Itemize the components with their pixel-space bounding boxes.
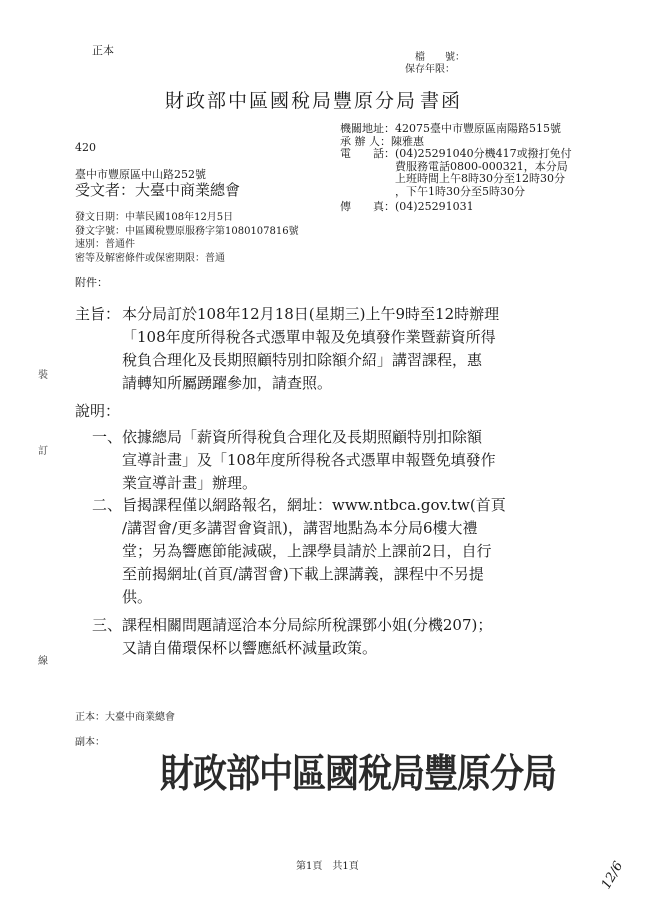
subject-body: [122, 303, 499, 395]
original-recipient-row: [75, 708, 175, 723]
agency-title: 財政部中區國稅局豐原分局: [165, 90, 418, 112]
agency-address: 42075臺中市豐原區南陽路515號: [395, 122, 561, 135]
explanation-item-3: [122, 614, 492, 660]
date-label: 發文日期：: [75, 212, 125, 223]
original-label: 正本：: [75, 712, 105, 723]
phone-line: (04)25291040分機417或撥打免付: [395, 147, 572, 160]
page-number: 第1頁 共1頁: [296, 861, 359, 872]
security-label: 密等及解密條件或保密期限：: [75, 252, 205, 264]
binding-mark: 線: [38, 656, 48, 667]
handwritten-note: 12/6: [598, 859, 627, 892]
explanation-item-2: [122, 494, 506, 609]
explanation-line: 依據總局「薪資所得稅負合理化及長期照顧特別扣除額: [122, 428, 483, 446]
copy-label: 副本：: [75, 737, 105, 748]
explanation-line: 堂；另為響應節能減碳，上課學員請於上課前2日，自行: [122, 542, 492, 560]
explanation-line: 又請自備環保杯以響應紙杯減量政策。: [122, 639, 378, 657]
address-label: 機關地址：: [340, 122, 395, 135]
file-number-label: 檔 號：: [415, 52, 465, 63]
phone-line: 上班時間上午8時30分至12時30分: [395, 172, 565, 185]
recipient-address: 臺中市豐原區中山路252號: [75, 168, 206, 181]
number-label: 發文字號：: [75, 225, 125, 237]
subject-line: 請轉知所屬踴躍參加，請查照。: [122, 374, 333, 392]
postal-code: 420: [75, 141, 96, 154]
handler-name: 陳雅惠: [391, 134, 424, 148]
phone-line: 費服務電話0800-000321，本分局: [395, 159, 568, 173]
fax-label: 傳 真：: [340, 200, 395, 213]
recipient-name: 大臺中商業總會: [135, 181, 241, 199]
original-recipient: 大臺中商業總會: [105, 712, 175, 723]
agency-info: [340, 123, 572, 198]
phone-label: 電 話：: [340, 147, 395, 160]
explanation-line: 至前揭網址(首頁/講習會)下載上課講義，課程中不另提: [122, 565, 484, 583]
security-value: 普通: [205, 252, 225, 264]
copy-type-label: 正本: [92, 44, 114, 57]
explanation-line: 課程相關問題請逕洽本分局綜所稅課鄧小姐(分機207)；: [122, 616, 493, 634]
fax-number: (04)25291031: [395, 200, 474, 213]
phone-line: ，下午1時30分至5時30分: [395, 184, 525, 198]
doc-type-title: 書函: [420, 90, 463, 112]
explanation-item-1-num: 一、: [92, 428, 123, 446]
speed-value: 普通件: [105, 239, 135, 250]
meta-block: [75, 211, 299, 265]
issue-number: 中區國稅豐原服務字第1080107816號: [125, 225, 299, 237]
subject-label: 主旨：: [75, 305, 121, 323]
retention-label: 保存年限：: [405, 64, 455, 75]
fax-row: [340, 198, 474, 214]
binding-mark: 裝: [38, 370, 48, 381]
subject-line: 本分局訂於108年12月18日(星期三)上午9時至12時辦理: [122, 305, 500, 323]
binding-mark: 訂: [38, 446, 48, 457]
explanation-line: 業宣導計畫」辦理。: [122, 474, 258, 492]
issue-date: 中華民國108年12月5日: [125, 212, 234, 223]
handler-label: 承 辦 人：: [340, 134, 391, 148]
speed-label: 速別：: [75, 239, 105, 250]
explanation-line: 旨揭課程僅以網路報名，網址：www.ntbca.gov.tw(首頁: [122, 496, 506, 514]
agency-seal-stamp: 財政部中區國稅局豐原分局: [160, 751, 556, 798]
explanation-label: 說明：: [75, 402, 121, 420]
explanation-line: 供。: [122, 588, 153, 606]
recipient-label: 受文者：: [75, 181, 136, 199]
attachment-label: 附件：: [75, 276, 108, 289]
explanation-line: 宣導計畫」及「108年度所得稅各式憑單申報暨免填發作: [122, 451, 496, 469]
subject-line: 稅負合理化及長期照顧特別扣除額介紹」講習課程，惠: [122, 351, 483, 369]
explanation-item-3-num: 三、: [92, 616, 123, 634]
recipient-row: [75, 179, 240, 200]
subject-line: 「108年度所得稅各式憑單申報及免填發作業暨薪資所得: [122, 328, 496, 346]
explanation-item-2-num: 二、: [92, 496, 123, 514]
explanation-item-1: [122, 426, 496, 495]
explanation-line: /講習會/更多講習會資訊)，講習地點為本分局6樓大禮: [122, 519, 478, 537]
